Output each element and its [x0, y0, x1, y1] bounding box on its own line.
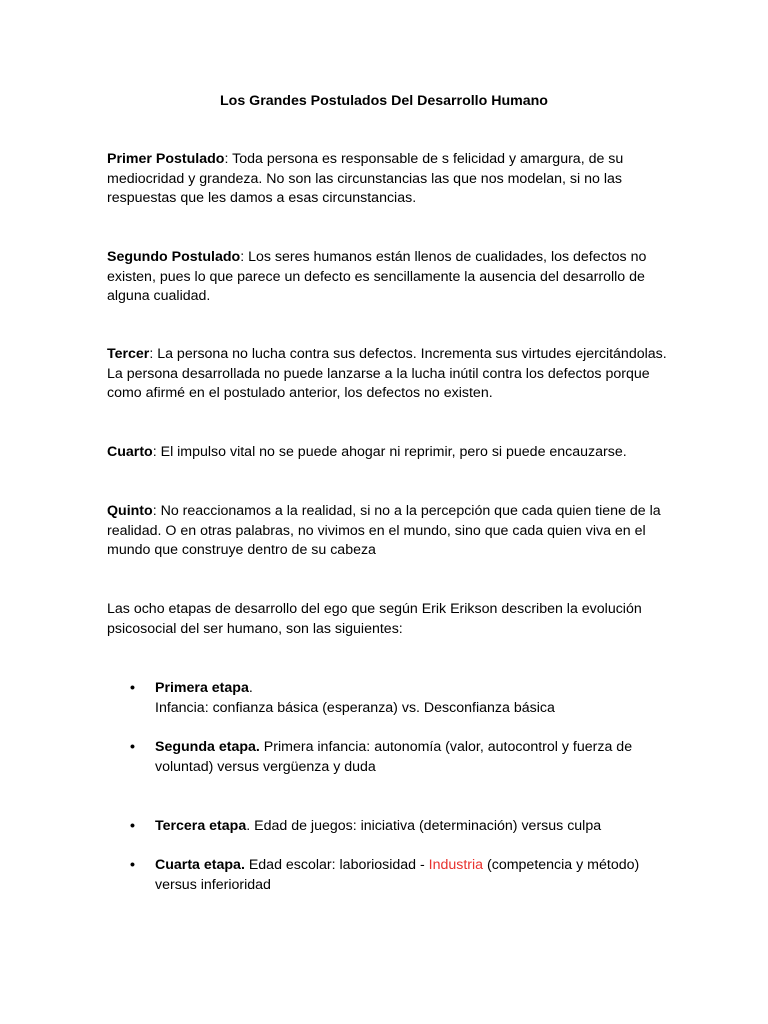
- postulado-text: : Toda persona es responsable de s felicidad y amargura, de su mediocridad y grandeza. No son las circunstancias las que nos modelan, si no las respuestas que les damos a esas circunstancias.: [107, 151, 624, 207]
- document-title: Los Grandes Postulados Del Desarrollo Humano: [220, 93, 548, 109]
- etapa-label: Primera etapa: [155, 680, 249, 696]
- bullet-icon: •: [130, 818, 135, 834]
- etapa-label: Segunda etapa.: [155, 739, 260, 755]
- postulado-label: Primer Postulado: [107, 151, 225, 167]
- postulado-label: Segundo Postulado: [107, 249, 241, 265]
- etapa-label: Cuarta etapa.: [155, 857, 245, 873]
- postulado-4: [107, 443, 667, 463]
- postulado-3: [107, 345, 667, 404]
- list-item: [130, 679, 670, 718]
- postulado-label: Quinto: [107, 503, 153, 519]
- postulado-text: : El impulso vital no se puede ahogar ni reprimir, pero si puede encauzarse.: [152, 444, 627, 460]
- list-item: [130, 856, 670, 895]
- postulado-label: Tercer: [107, 346, 150, 362]
- etapa-label: Tercera etapa: [155, 818, 247, 834]
- etapa-text: Edad escolar: laboriosidad -: [244, 857, 429, 873]
- list-item: [130, 817, 670, 837]
- postulado-2: [107, 248, 667, 307]
- etapa-punct: .: [248, 680, 253, 696]
- list-item: [130, 738, 670, 777]
- highlight-industria: Industria: [428, 857, 484, 873]
- postulado-text: : No reaccionamos a la realidad, si no a la percepción que cada quien tiene de la realidad. O en otras palabras, no vivimos en el mundo, sino que cada quien viva en el mundo que construye dentro de su cabeza: [107, 503, 661, 559]
- postulado-label: Cuarto: [107, 444, 153, 460]
- etapa-text: Primera infancia: autonomía (valor, autocontrol y fuerza de voluntad) versus vergüenza y duda: [155, 739, 633, 775]
- postulado-text: : Los seres humanos están llenos de cualidades, los defectos no existen, pues lo que parece un defecto es sencillamente la ausencia del desarrollo de alguna cualidad.: [107, 249, 647, 305]
- etapas-intro: Las ocho etapas de desarrollo del ego que según Erik Erikson describen la evolución psicosocial del ser humano, son las siguientes:: [107, 601, 642, 637]
- bullet-icon: •: [130, 680, 135, 696]
- etapa-text: Infancia: confianza básica (esperanza) vs. Desconfianza básica: [155, 699, 555, 716]
- postulado-1: [107, 150, 667, 209]
- bullet-icon: •: [130, 739, 135, 755]
- etapa-text: . Edad de juegos: iniciativa (determinación) versus culpa: [246, 818, 602, 834]
- bullet-icon: •: [130, 857, 135, 873]
- etapa-text-after: (competencia y método) versus inferioridad: [155, 857, 640, 893]
- postulado-text: : La persona no lucha contra sus defectos. Incrementa sus virtudes ejercitándolas. La persona desarrollada no puede lanzarse a la lucha inútil contra los defectos porque como afirmé en el postulado anterior, los defectos no existen.: [107, 346, 667, 402]
- postulado-5: [107, 502, 667, 561]
